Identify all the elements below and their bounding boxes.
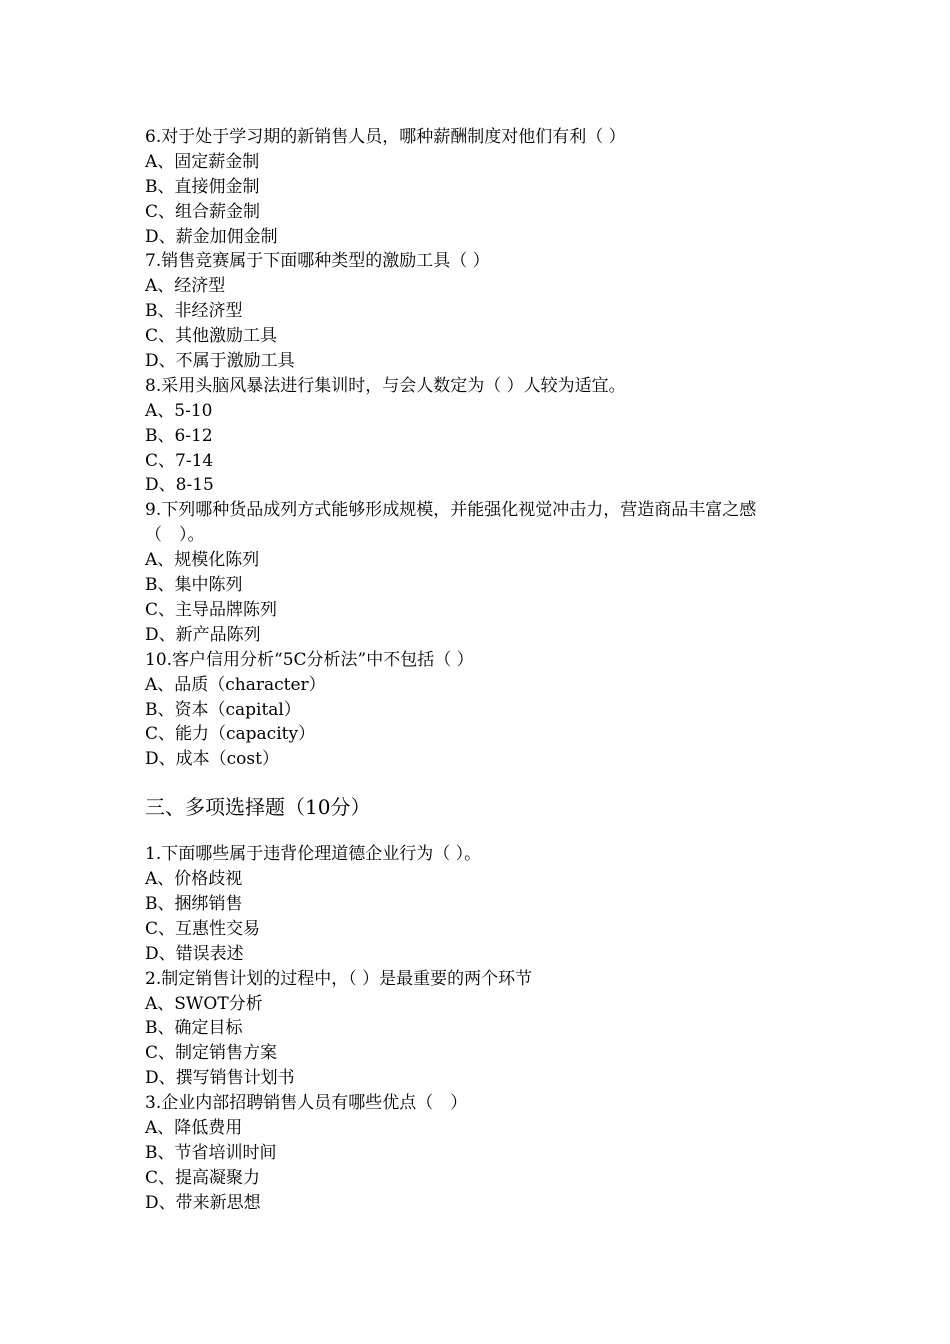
option-c: C、其他激励工具 (145, 326, 278, 347)
option-a: A、5-10 (145, 400, 213, 421)
option-a: A、经济型 (145, 276, 226, 297)
option-b: B、集中陈列 (145, 575, 243, 596)
option-a: A、降低费用 (145, 1117, 243, 1138)
option-b: B、资本（capital） (145, 699, 301, 720)
option-b: B、非经济型 (145, 301, 243, 322)
option-c: C、主导品牌陈列 (145, 599, 278, 620)
option-d: D、不属于激励工具 (145, 351, 295, 372)
question-8 (145, 374, 810, 498)
option-a: A、SWOT分析 (145, 993, 263, 1014)
question-10 (145, 648, 810, 772)
option-d: D、带来新思想 (145, 1192, 261, 1213)
multi-question-1 (145, 842, 810, 966)
question-7 (145, 249, 810, 373)
option-c: C、制定销售方案 (145, 1043, 278, 1064)
question-stem: 10.客户信用分析“5C分析法”中不包括（ ） (145, 649, 474, 670)
option-b: B、节省培训时间 (145, 1142, 277, 1163)
option-d: D、成本（cost） (145, 749, 279, 770)
question-stem: 7.销售竞赛属于下面哪种类型的激励工具（ ） (145, 251, 490, 272)
question-6 (145, 125, 810, 249)
option-b: B、捆绑销售 (145, 893, 243, 914)
option-d: D、错误表述 (145, 943, 244, 964)
option-d: D、薪金加佣金制 (145, 226, 278, 247)
question-9 (145, 498, 810, 647)
option-a: A、品质（character） (145, 674, 326, 695)
section-heading: 三、多项选择题（10分） (145, 795, 371, 820)
multi-question-2 (145, 967, 810, 1091)
exam-page (145, 125, 810, 1216)
option-d: D、撰写销售计划书 (145, 1068, 295, 1089)
multi-question-3 (145, 1091, 810, 1215)
question-stem: 3.企业内部招聘销售人员有哪些优点（ ） (145, 1093, 468, 1114)
option-b: B、直接佣金制 (145, 176, 260, 197)
option-a: A、固定薪金制 (145, 151, 260, 172)
question-stem: 9.下列哪种货品成列方式能够形成规模，并能强化视觉冲击力，营造商品丰富之感（ ）。 (145, 500, 757, 546)
option-c: C、7-14 (145, 450, 214, 471)
question-stem: 8.采用头脑风暴法进行集训时，与会人数定为（ ）人较为适宜。 (145, 375, 626, 396)
option-c: C、提高凝聚力 (145, 1167, 261, 1188)
option-a: A、规模化陈列 (145, 550, 260, 571)
question-stem: 2.制定销售计划的过程中，（ ）是最重要的两个环节 (145, 968, 533, 989)
option-c: C、互惠性交易 (145, 918, 261, 939)
option-a: A、价格歧视 (145, 869, 243, 890)
question-stem: 1.下面哪些属于违背伦理道德企业行为（ ）。 (145, 844, 482, 865)
option-d: D、8-15 (145, 475, 214, 496)
option-c: C、能力（capacity） (145, 724, 316, 745)
question-stem: 6.对于处于学习期的新销售人员，哪种薪酬制度对他们有利（ ） (145, 127, 626, 147)
option-d: D、新产品陈列 (145, 624, 261, 645)
option-b: B、6-12 (145, 425, 213, 446)
option-c: C、组合薪金制 (145, 201, 261, 222)
option-b: B、确定目标 (145, 1018, 243, 1039)
